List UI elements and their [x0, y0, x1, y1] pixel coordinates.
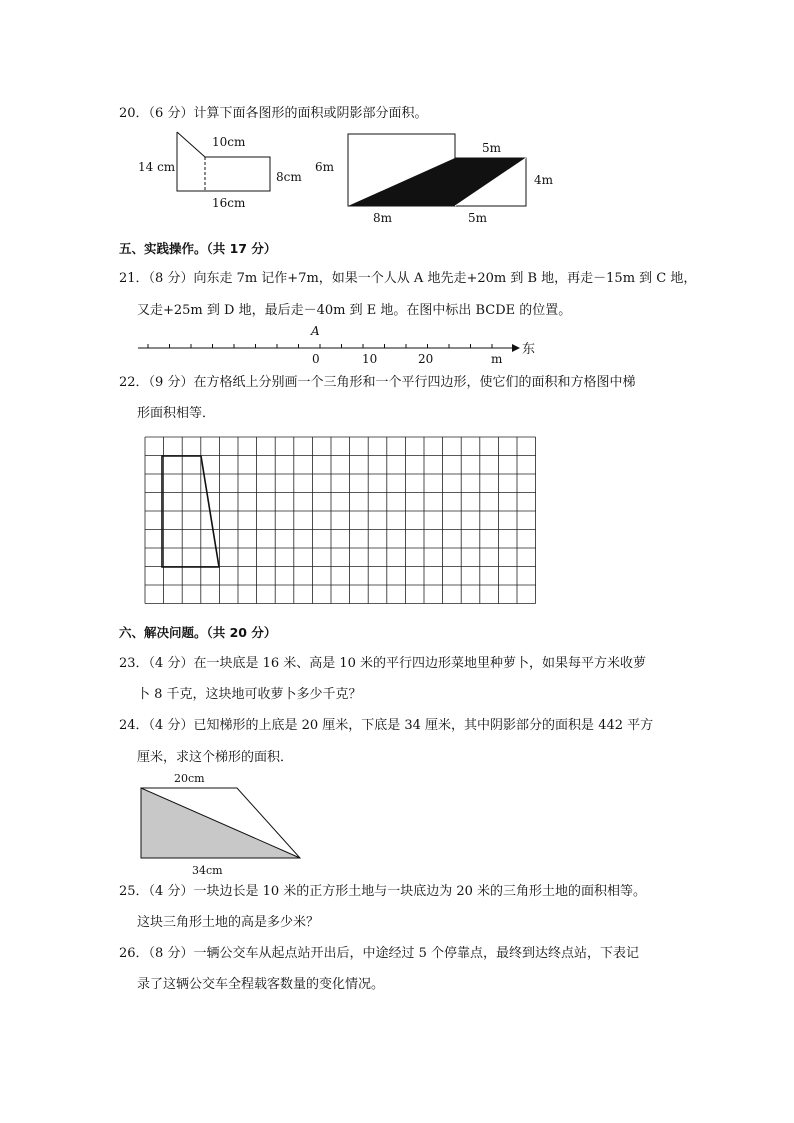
- q22-line1: 22．（9 分）在方格纸上分别画一个三角形和一个平行四边形，使它们的面积和方格图中梯: [119, 375, 636, 390]
- number-line-direction: 东: [522, 342, 536, 357]
- q25-line1: 25．（4 分）一块边长是 10 米的正方形土地与一块底边为 20 米的三角形土地的面积相等。: [119, 884, 647, 899]
- q20-fig2-label-left: 6m: [315, 160, 335, 174]
- number-line-tick-0: 0: [312, 352, 320, 366]
- q25-line2: 这块三角形土地的高是多少米？: [137, 915, 320, 930]
- q20-fig2-label-bottom-right: 5m: [468, 211, 488, 225]
- section5-title: 五、实践操作。（共 17 分）: [119, 241, 277, 256]
- number-line-tick-10: 10: [362, 352, 378, 366]
- q20-fig2-label-bottom-left: 8m: [373, 211, 393, 225]
- number-line-arrow-icon: [512, 344, 520, 352]
- q20-shaded-parallelogram: [348, 158, 526, 206]
- q21-number-line: [138, 324, 535, 366]
- q20-fig1-label-bottom: 16cm: [212, 196, 246, 210]
- q24-shaded-triangle: [141, 788, 300, 858]
- q24-label-bottom: 34cm: [192, 864, 223, 877]
- q22-trapezoid: [162, 456, 219, 567]
- q20-text: 20．（6 分）计算下面各图形的面积或阴影部分面积。: [119, 106, 428, 121]
- q24-line2: 厘米，求这个梯形的面积．: [137, 750, 294, 765]
- q22-grid: [145, 437, 536, 604]
- number-line-point-a: A: [311, 324, 320, 338]
- q24-label-top: 20cm: [174, 772, 205, 785]
- q20-fig1-label-left: 14 cm: [138, 160, 176, 174]
- q20-fig2-label-top: 5m: [482, 141, 502, 155]
- q21-line1: 21．（8 分）向东走 7m 记作+7m，如果一个人从 A 地先走+20m 到 B 地，再走－15m 到 C 地，: [119, 271, 697, 286]
- q26-line2: 录了这辆公交车全程载客数量的变化情况。: [137, 977, 385, 992]
- section6-title: 六、解决问题。（共 20 分）: [119, 625, 277, 640]
- q23-line2: 卜 8 千克，这块地可收萝卜多少千克？: [137, 687, 362, 702]
- q22-line2: 形面积相等．: [137, 406, 216, 421]
- q26-line1: 26．（8 分）一辆公交车从起点站开出后，中途经过 5 个停靠点，最终到达终点站，下表记: [119, 946, 639, 961]
- q24-line1: 24．（4 分）已知梯形的上底是 20 厘米，下底是 34 厘米，其中阴影部分的面积是 442 平方: [119, 718, 654, 733]
- q20-figure1: [138, 132, 302, 210]
- q23-line1: 23．（4 分）在一块底是 16 米、高是 10 米的平行四边形菜地里种萝卜，如果每平方米收萝: [119, 656, 647, 671]
- number-line-tick-20: 20: [418, 352, 434, 366]
- q20-fig1-label-top: 10cm: [212, 135, 246, 149]
- q20-figure2: [315, 134, 554, 225]
- q24-figure: [141, 772, 300, 877]
- number-line-unit: m: [491, 352, 503, 366]
- q20-fig2-label-right: 4m: [534, 173, 554, 187]
- q21-line2: 又走+25m 到 D 地，最后走－40m 到 E 地。在图中标出 BCDE 的位置。: [137, 303, 572, 318]
- q20-fig1-label-right: 8cm: [276, 170, 302, 184]
